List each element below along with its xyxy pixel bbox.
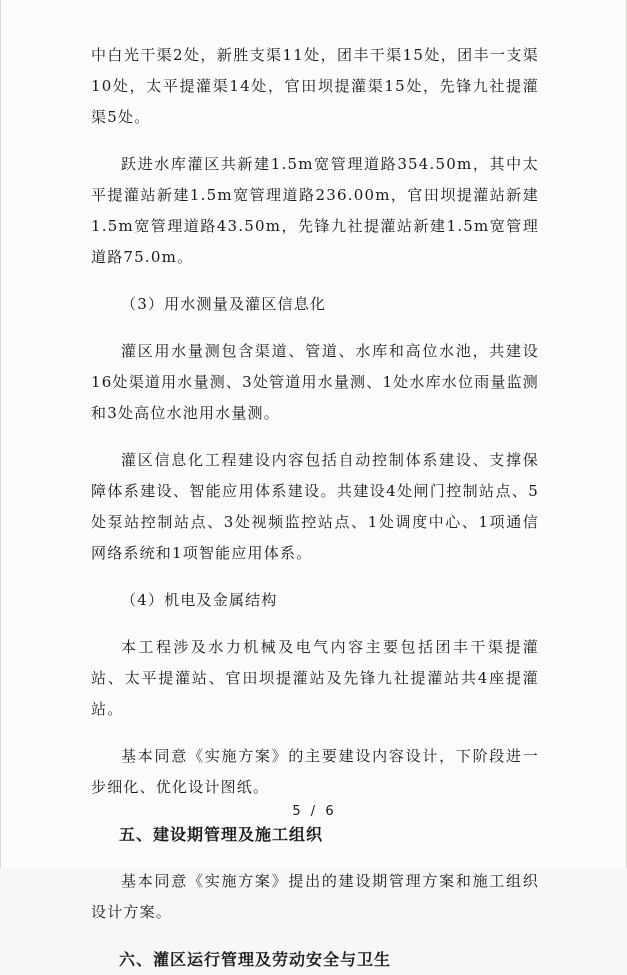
paragraph-electromechanical: 本工程涉及水力机械及电气内容主要包括团丰干渠提灌站、太平提灌站、官田坝提灌站及先锋九社提灌站共4座提灌站。: [91, 638, 539, 718]
paragraph-construction-management: 基本同意《实施方案》提出的建设期管理方案和施工组织设计方案。: [91, 872, 539, 921]
paragraph-water-measurement: 灌区用水量测包含渠道、管道、水库和高位水池，共建设16处渠道用水量测、3处管道用水量测、1处水库水位雨量监测和3处高位水池用水量测。: [91, 342, 539, 422]
paragraph-design-approval: 基本同意《实施方案》的主要建设内容设计，下阶段进一步细化、优化设计图纸。: [91, 747, 539, 796]
subheading-electromechanical: （4）机电及金属结构: [121, 591, 278, 609]
section-heading-operation-safety: 六、灌区运行管理及劳动安全与卫生: [119, 950, 392, 969]
subheading-water-measurement: （3）用水测量及灌区信息化: [121, 295, 327, 313]
page-number: 5 / 6: [292, 804, 337, 819]
paragraph-canal-counts: 中白光干渠2处，新胜支渠11处，团丰干渠15处，团丰一支渠10处，太平提灌渠14处，官田坝提灌渠15处，先锋九社提灌渠5处。: [91, 46, 539, 126]
document-body: [91, 40, 539, 975]
paragraph-informatization: 灌区信息化工程建设内容包括自动控制体系建设、支撑保障体系建设、智能应用体系建设。共建设4处闸门控制站点、5处泵站控制站点、3处视频监控站点、1处调度中心、1项通信网络系统和1项智能应用体系。: [91, 451, 539, 562]
paragraph-management-roads: 跃进水库灌区共新建1.5m宽管理道路354.50m，其中太平提灌站新建1.5m宽管理道路236.00m，官田坝提灌站新建1.5m宽管理道路43.50m，先锋九社提灌站新建1.5m宽管理道路75.0m。: [91, 155, 539, 266]
section-heading-construction-management: 五、建设期管理及施工组织: [119, 825, 324, 844]
